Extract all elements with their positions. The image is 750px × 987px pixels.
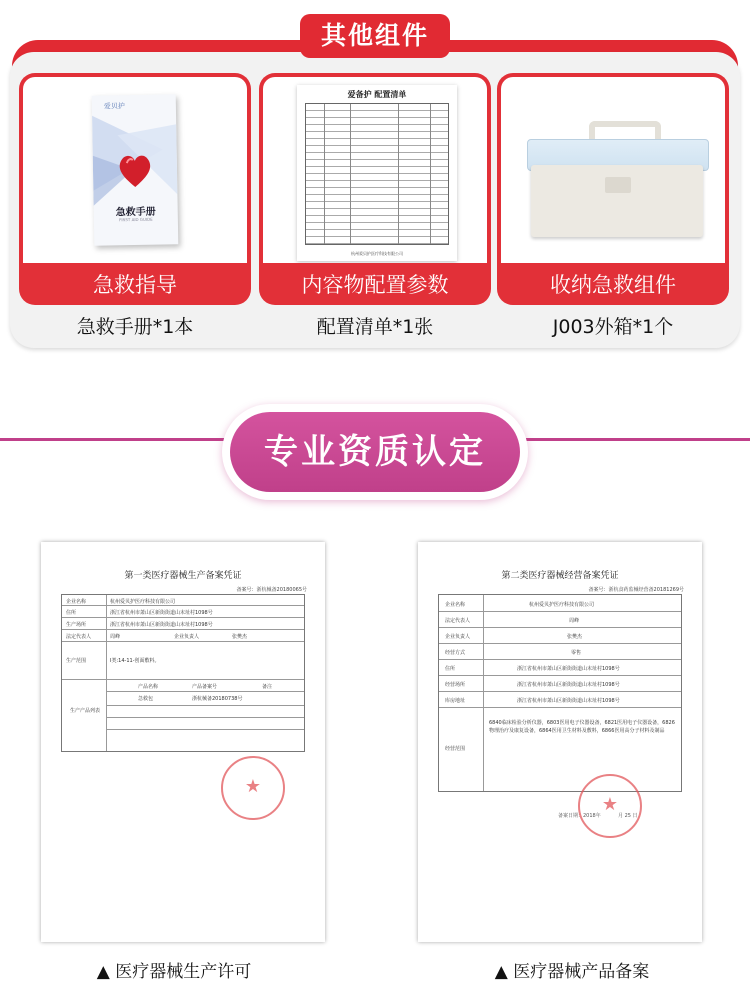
triangle-icon: ▲ bbox=[96, 962, 116, 982]
box-latch bbox=[605, 177, 631, 193]
row-key: 经营方式 bbox=[445, 650, 466, 656]
booklet-logo: 爱贝护 bbox=[103, 102, 125, 111]
cert-date-day: 月 25 日 bbox=[618, 813, 638, 819]
responsible-value: 张樊杰 bbox=[232, 634, 248, 640]
row-value: 浙江省杭州市萧山区新街街道山末址村1098号 bbox=[110, 622, 213, 628]
certificate-operation-filing bbox=[418, 542, 702, 942]
card-subtitle: J003外箱*1个 bbox=[552, 316, 674, 338]
sheet-footer: 杭州爱贝护医疗科技有限公司 bbox=[351, 251, 403, 256]
card-config-params bbox=[259, 73, 491, 305]
row-value: 浙江省杭州市萧山区新街街道山末址村1098号 bbox=[517, 666, 620, 672]
cert-table bbox=[61, 594, 305, 752]
row-value: 浙江省杭州市萧山区新街街道山末址村1098号 bbox=[517, 682, 620, 688]
cert-caption-text: 医疗器械生产许可 bbox=[115, 962, 252, 982]
sheet-photo bbox=[263, 77, 487, 263]
row-value: 周峰 bbox=[110, 634, 121, 640]
product-header-no: 产品备案号 bbox=[192, 684, 218, 690]
box-photo bbox=[501, 77, 725, 263]
row-key: 法定代表人 bbox=[66, 634, 92, 640]
row-key: 库房地址 bbox=[445, 698, 466, 704]
section1-title: 其他组件 bbox=[300, 14, 450, 58]
row-value: 周峰 bbox=[569, 618, 580, 624]
booklet-title: 急救手册 bbox=[115, 206, 156, 219]
cert-caption bbox=[430, 957, 714, 982]
card-caption: 急救指导 bbox=[93, 273, 177, 297]
row-value: 零售 bbox=[571, 650, 582, 656]
cert-title: 第一类医疗器械生产备案凭证 bbox=[124, 571, 242, 581]
booklet-photo bbox=[23, 77, 247, 263]
responsible-label: 企业负责人 bbox=[174, 634, 200, 640]
product-header-name: 产品名称 bbox=[138, 684, 159, 690]
first-aid-booklet bbox=[92, 94, 179, 245]
row-key: 经营场所 bbox=[445, 682, 466, 688]
cert-table bbox=[438, 594, 682, 792]
product-header-note: 备注 bbox=[262, 684, 273, 690]
row-value: 浙江省杭州市萧山区新街街道山末址村1098号 bbox=[517, 698, 620, 704]
card-storage-box bbox=[497, 73, 729, 305]
row-key: 生产产品列表 bbox=[69, 708, 100, 714]
row-key: 生产场所 bbox=[66, 622, 87, 628]
certificate-production-filing bbox=[41, 542, 325, 942]
official-seal bbox=[221, 756, 285, 820]
cert-record-no: 备案号：浙杭械备20180065号 bbox=[236, 587, 307, 593]
row-key: 企业名称 bbox=[445, 602, 466, 608]
product-record-no: 浙杭械备20180738号 bbox=[192, 696, 243, 702]
row-value: 杭州爱贝护医疗科技有限公司 bbox=[529, 602, 595, 608]
card-subtitle: 配置清单*1张 bbox=[316, 316, 434, 338]
official-seal bbox=[578, 774, 642, 838]
cert-date-label: 备案日期：2018年 bbox=[558, 813, 601, 819]
section2-title: 专业资质认定 bbox=[230, 412, 520, 492]
card-subtitle: 急救手册*1本 bbox=[76, 316, 194, 338]
cert-caption-text: 医疗器械产品备案 bbox=[513, 962, 650, 982]
row-key: 住所 bbox=[66, 610, 77, 616]
sheet-header: 爱备护 配置清单 bbox=[347, 90, 407, 99]
config-sheet bbox=[297, 85, 457, 261]
row-value: 张樊杰 bbox=[567, 634, 583, 640]
cert-title: 第二类医疗器械经营备案凭证 bbox=[501, 571, 619, 581]
triangle-icon: ▲ bbox=[494, 962, 514, 982]
box-body bbox=[531, 165, 703, 237]
card-caption: 内容物配置参数 bbox=[301, 273, 449, 297]
row-value: Ⅰ类:14-11-创面敷料。 bbox=[110, 658, 160, 664]
row-key: 法定代表人 bbox=[445, 618, 471, 624]
row-key: 企业负责人 bbox=[445, 634, 471, 640]
row-key: 经营范围 bbox=[445, 746, 466, 752]
booklet-subtitle: FIRST AID GUIDE bbox=[119, 216, 153, 223]
row-value: 6840临床检验分析仪器，6803医用电子仪器设备，6821医用电子仪器设备，6826物理治疗及康复设备，6864医用卫生材料及敷料，6866医用高分子材料及制品 bbox=[489, 720, 675, 734]
cert-record-no: 备案号：浙杭食药监械经营备20181269号 bbox=[588, 587, 684, 593]
card-first-aid-guide bbox=[19, 73, 251, 305]
card-caption: 收纳急救组件 bbox=[550, 273, 676, 297]
row-value: 杭州爱贝护医疗科技有限公司 bbox=[110, 599, 176, 605]
row-value: 浙江省杭州市萧山区新街街道山末址村1098号 bbox=[110, 610, 213, 616]
cert-caption bbox=[32, 957, 316, 982]
product-name: 急救包 bbox=[138, 696, 154, 702]
sheet-table bbox=[305, 103, 449, 245]
booklet-cover-art bbox=[92, 94, 179, 245]
row-key: 生产范围 bbox=[66, 658, 87, 664]
row-key: 住所 bbox=[445, 666, 456, 672]
row-key: 企业名称 bbox=[66, 599, 87, 605]
